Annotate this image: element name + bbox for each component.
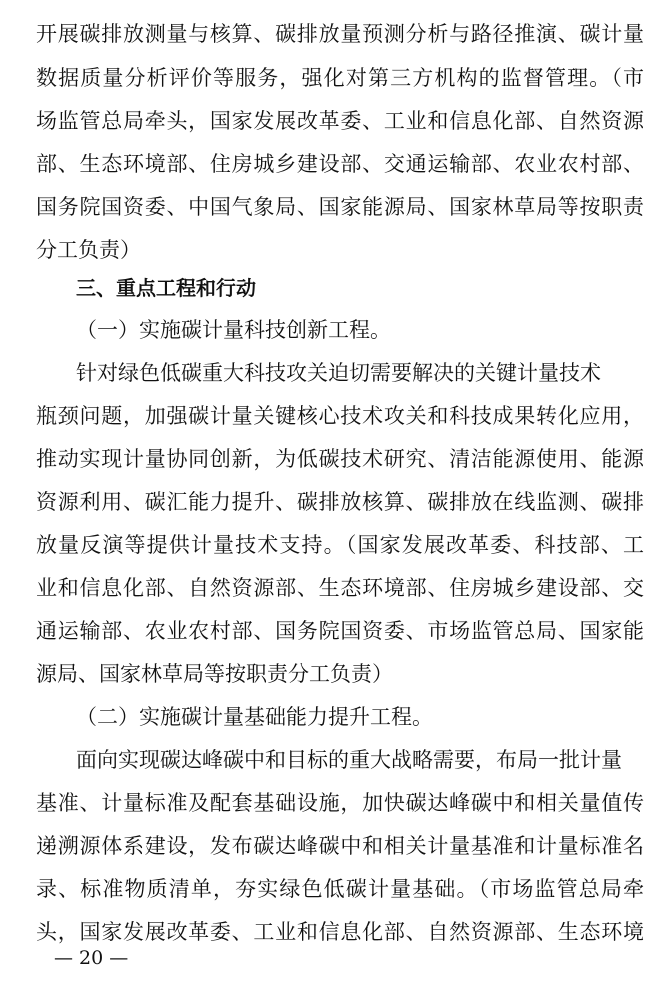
body-text-line: 数据质量分析评价等服务，强化对第三方机构的监督管理。（市 [36,66,644,90]
body-text-line: 通运输部、农业农村部、国务院国资委、市场监管总局、国家能 [36,619,644,643]
section-heading: 三、重点工程和行动 [76,276,256,300]
body-text-line: 资源利用、碳汇能力提升、碳排放核算、碳排放在线监测、碳排 [36,490,644,514]
body-text-line: 业和信息化部、自然资源部、生态环境部、住房城乡建设部、交 [36,576,644,600]
body-text-line: 面向实现碳达峰碳中和目标的重大战略需要，布局一批计量 [76,748,622,772]
body-text-line: 开展碳排放测量与核算、碳排放量预测分析与路径推演、碳计量 [36,22,644,46]
body-text-line: 瓶颈问题，加强碳计量关键核心技术攻关和科技成果转化应用， [36,404,644,428]
page-number: — 20 — [54,947,129,969]
subsection-heading: （一）实施碳计量科技创新工程。 [76,318,391,342]
body-text-line: 录、标准物质清单，夯实绿色低碳计量基础。（市场监管总局牵 [36,877,644,901]
body-text-line: 推动实现计量协同创新，为低碳技术研究、清洁能源使用、能源 [36,447,644,471]
body-text-line: 源局、国家林草局等按职责分工负责） [36,662,393,686]
body-text-line: 基准、计量标准及配套基础设施，加快碳达峰碳中和相关量值传 [36,791,644,815]
body-text-line: 递溯源体系建设，发布碳达峰碳中和相关计量基准和计量标准名 [36,834,644,858]
body-text-line: 放量反演等提供计量技术支持。（国家发展改革委、科技部、工 [36,533,644,557]
body-text-line: 分工负责） [36,238,141,262]
body-text-line: 场监管总局牵头，国家发展改革委、工业和信息化部、自然资源 [36,109,644,133]
body-text-line: 国务院国资委、中国气象局、国家能源局、国家林草局等按职责 [36,195,644,219]
body-text-line: 针对绿色低碳重大科技攻关迫切需要解决的关键计量技术 [76,361,601,385]
body-text-line: 头，国家发展改革委、工业和信息化部、自然资源部、生态环境 [36,920,644,944]
subsection-heading: （二）实施碳计量基础能力提升工程。 [76,705,433,729]
body-text-line: 部、生态环境部、住房城乡建设部、交通运输部、农业农村部、 [36,152,644,176]
